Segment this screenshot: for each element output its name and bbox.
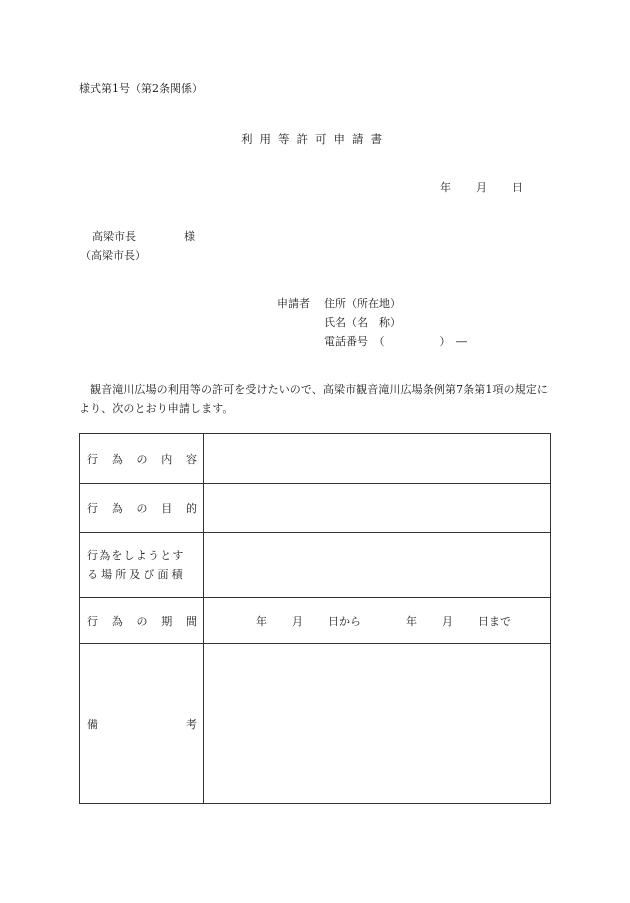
addressee-sub: （高梁市長） — [80, 249, 146, 262]
field-location[interactable] — [204, 533, 551, 598]
period-day-2: 日まで — [478, 614, 511, 628]
field-content[interactable] — [204, 434, 551, 484]
row-remarks — [80, 644, 551, 804]
period-month-2: 月 — [442, 614, 453, 628]
row-period — [80, 598, 551, 644]
date-line — [440, 179, 523, 195]
field-remarks[interactable] — [204, 644, 551, 804]
label-purpose: 行 為 の 目 的 — [80, 484, 204, 533]
document-title: 利用等許可申請書 — [241, 132, 389, 146]
field-period[interactable] — [204, 598, 551, 644]
application-table — [79, 433, 551, 804]
label-period: 行 為 の 期 間 — [80, 598, 204, 644]
date-month-label: 月 — [476, 181, 487, 194]
addressee-honorific: 様 — [184, 230, 195, 243]
row-purpose — [80, 484, 551, 533]
row-content — [80, 434, 551, 484]
row-location — [80, 533, 551, 598]
intro-paragraph: 観音滝川広場の利用等の許可を受けたいので、高梁市観音滝川広場条例第7条第1項の規定により、次のとおり申請します。 — [79, 383, 548, 415]
date-year-label: 年 — [440, 181, 451, 194]
period-year-2: 年 — [406, 614, 417, 628]
form-number: 様式第1号（第2条関係） — [79, 82, 203, 95]
applicant-phone-label: 電話番号 （ ） ― — [324, 335, 467, 348]
period-month-1: 月 — [292, 614, 303, 628]
applicant-name-label: 氏名（名 称） — [324, 316, 401, 329]
period-year-1: 年 — [256, 614, 267, 628]
addressee — [92, 228, 195, 244]
date-day-label: 日 — [512, 181, 523, 194]
label-remarks: 備 考 — [80, 644, 204, 804]
field-purpose[interactable] — [204, 484, 551, 533]
period-day-1: 日から — [328, 614, 361, 628]
addressee-name: 高梁市長 — [92, 230, 136, 243]
label-content: 行 為 の 内 容 — [80, 434, 204, 484]
label-location: 行為をしようとす る場所及び面積 — [80, 533, 204, 598]
applicant-address-label: 住所（所在地） — [324, 297, 401, 310]
applicant-label: 申請者 — [277, 297, 310, 310]
